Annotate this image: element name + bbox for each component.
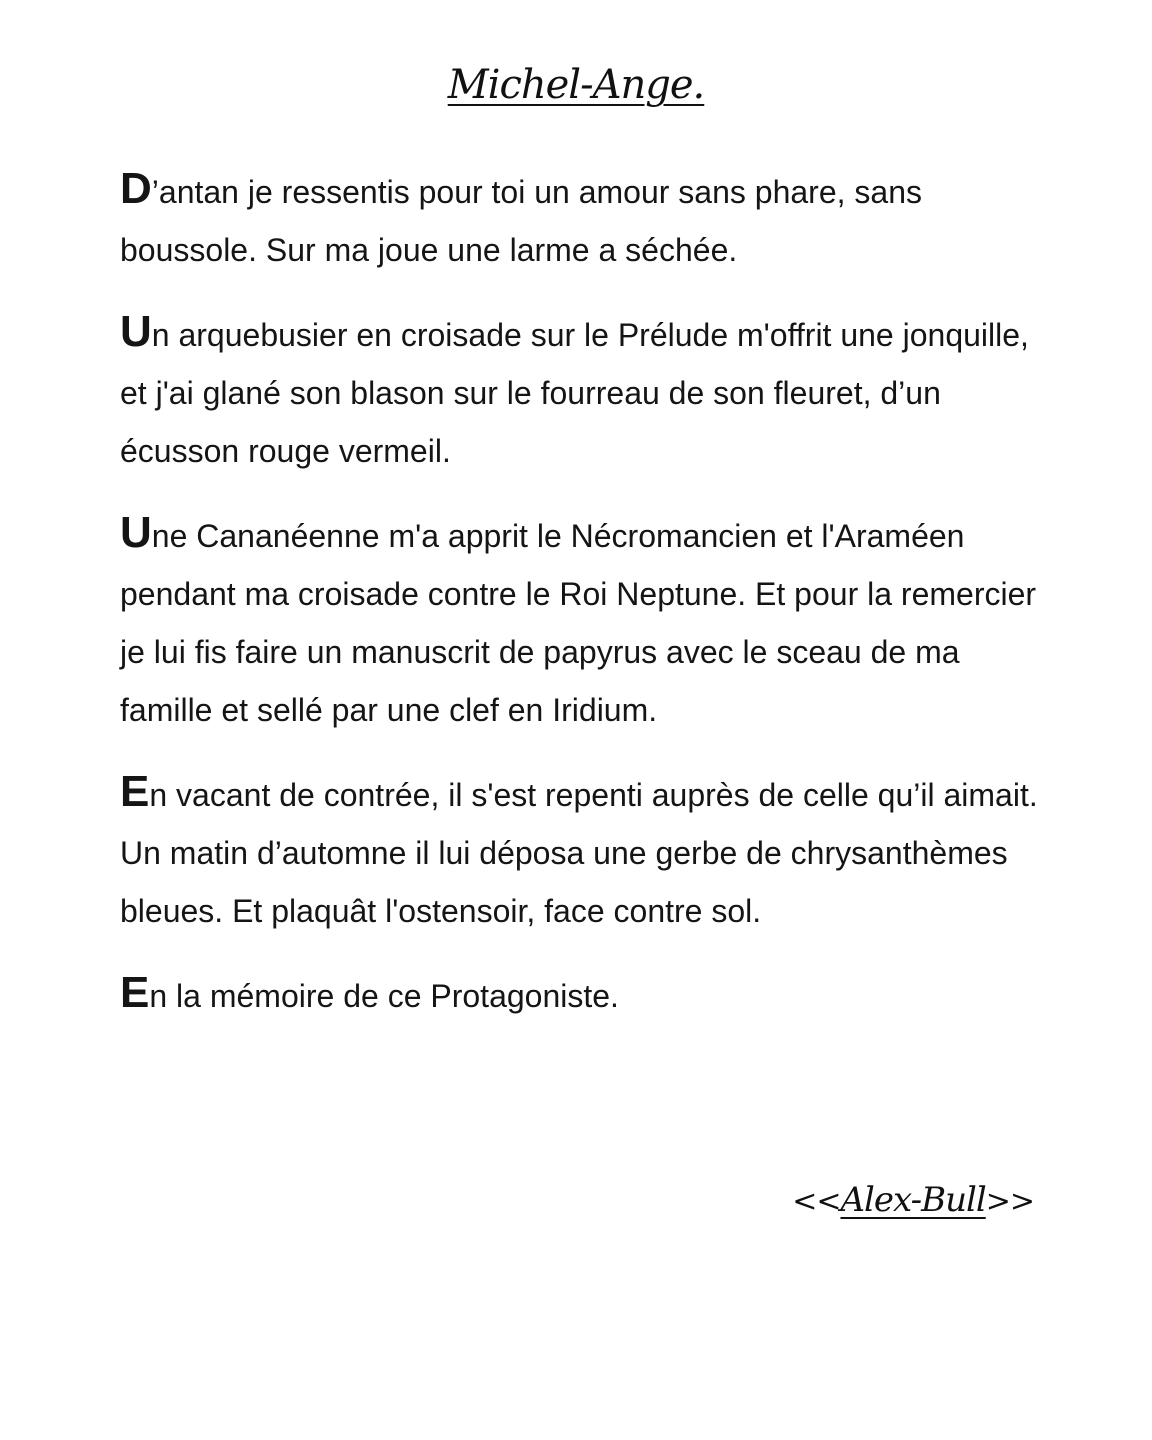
- signature-open-chevrons: <<: [792, 1184, 841, 1219]
- poem-title: [0, 62, 1152, 108]
- poem-body: [120, 160, 1050, 1049]
- stanza-text: n arquebusier en croisade sur le Prélude m'offrit une jonquille, et j'ai glané son blason sur le fourreau de son fleuret, d’un écusson rouge vermeil.: [120, 317, 1029, 469]
- stanza-initial: D: [120, 164, 152, 213]
- stanza-text: ’antan je ressentis pour toi un amour sans phare, sans boussole. Sur ma joue une larme a séchée.: [120, 174, 922, 268]
- title-text: Michel-Ange.: [447, 62, 705, 108]
- author-signature: [792, 1180, 1034, 1220]
- stanza-text: ne Cananéenne m'a apprit le Nécromancien et l'Araméen pendant ma croisade contre le Roi Neptune. Et pour la remercier je lui fis faire un manuscrit de papyrus avec le sceau de ma famille et sellé par une clef en Iridium.: [120, 518, 1037, 728]
- stanza: [120, 763, 1050, 940]
- stanza-initial: U: [120, 307, 152, 356]
- stanza-text: n vacant de contrée, il s'est repenti auprès de celle qu’il aimait. Un matin d’automne il lui déposa une gerbe de chrysanthèmes bleues. Et plaquât l'ostensoir, face contre sol.: [120, 777, 1038, 929]
- stanza: [120, 964, 1050, 1025]
- stanza: [120, 504, 1050, 739]
- stanza-initial: E: [120, 767, 150, 816]
- signature-close-chevrons: >>: [985, 1184, 1034, 1219]
- signature-name: Alex-Bull: [840, 1180, 986, 1220]
- stanza-text: n la mémoire de ce Protagoniste.: [149, 978, 619, 1014]
- stanza-initial: E: [120, 968, 150, 1017]
- stanza-initial: U: [120, 508, 152, 557]
- stanza: [120, 303, 1050, 480]
- stanza: [120, 160, 1050, 279]
